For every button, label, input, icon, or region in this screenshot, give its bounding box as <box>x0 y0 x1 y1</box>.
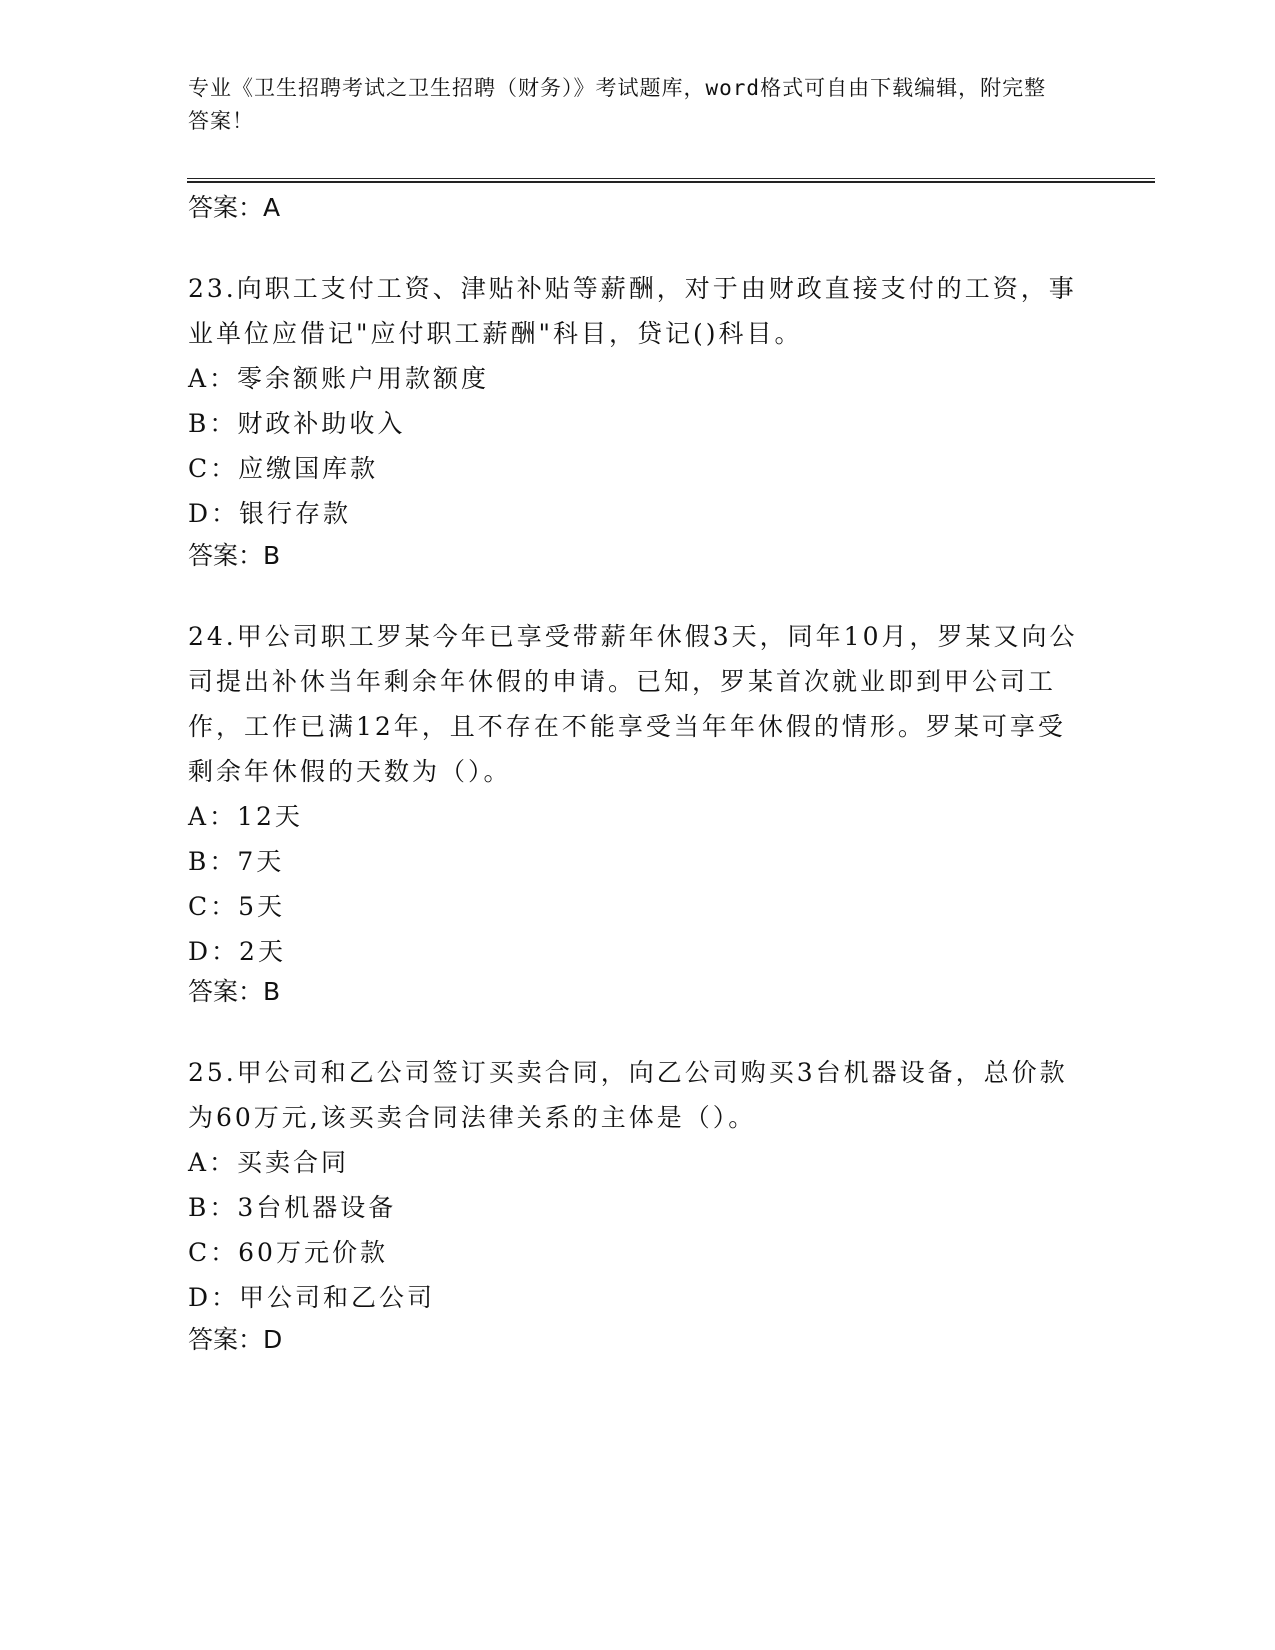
header-divider <box>187 178 1155 183</box>
question-stem <box>188 614 1088 794</box>
option-a: A：12天 <box>188 802 303 831</box>
question-stem <box>188 1050 1088 1140</box>
option-c: C：5天 <box>188 892 286 921</box>
answer-25: 答案：D <box>188 1325 283 1354</box>
option-d: D：银行存款 <box>188 499 352 528</box>
option-b: B：3台机器设备 <box>188 1193 397 1222</box>
answer-23: 答案：B <box>188 541 281 570</box>
option-c: C：应缴国库款 <box>188 454 379 483</box>
question-24 <box>188 614 1088 974</box>
answer-24: 答案：B <box>188 977 281 1006</box>
option-d: D：甲公司和乙公司 <box>188 1283 436 1312</box>
question-number: 24. <box>188 622 237 651</box>
question-text: 向职工支付工资、津贴补贴等薪酬，对于由财政直接支付的工资，事业单位应借记"应付职工薪酬"科目，贷记()科目。 <box>188 274 1077 348</box>
option-a: A：买卖合同 <box>188 1148 350 1177</box>
question-text: 甲公司职工罗某今年已享受带薪年休假3天，同年10月，罗某又向公司提出补休当年剩余年休假的申请。已知，罗某首次就业即到甲公司工作，工作已满12年，且不存在不能享受当年年休假的情形。罗某可享受剩余年休假的天数为（）。 <box>188 622 1078 786</box>
question-25 <box>188 1050 1088 1320</box>
option-b: B：7天 <box>188 847 285 876</box>
option-c: C：60万元价款 <box>188 1238 388 1267</box>
document-header-note: 专业《卫生招聘考试之卫生招聘（财务）》考试题库，word格式可自由下载编辑，附完整答案！ <box>188 76 1047 133</box>
option-b: B：财政补助收入 <box>188 409 406 438</box>
answer-22: 答案：A <box>188 193 281 222</box>
question-number: 25. <box>188 1058 237 1087</box>
question-number: 23. <box>188 274 237 303</box>
question-text: 甲公司和乙公司签订买卖合同，向乙公司购买3台机器设备，总价款为60万元,该买卖合同法律关系的主体是（）。 <box>188 1058 1068 1132</box>
option-d: D：2天 <box>188 937 286 966</box>
option-a: A：零余额账户用款额度 <box>188 364 490 393</box>
question-stem <box>188 266 1088 356</box>
question-23 <box>188 266 1088 536</box>
